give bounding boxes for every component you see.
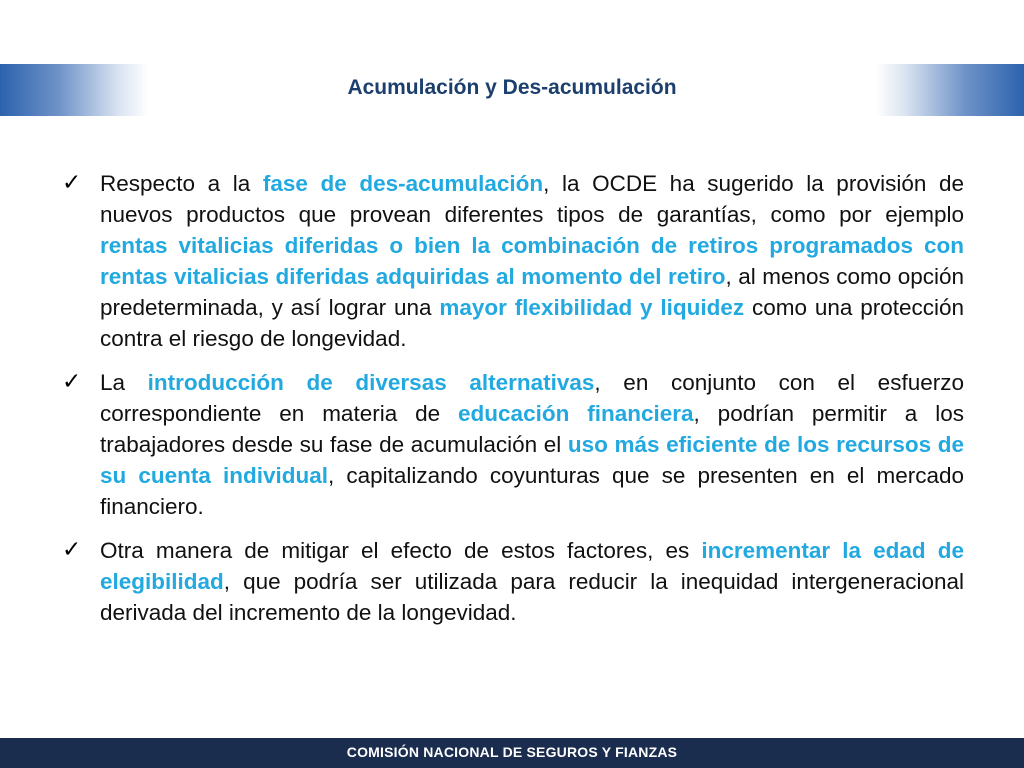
- text-segment: , al menos como opción predeterminada, y así lograr una: [100, 264, 965, 320]
- highlighted-phrase: educación financiera: [458, 401, 694, 426]
- bullet-list: [62, 168, 964, 641]
- header-gradient-bar-left: [0, 64, 148, 116]
- bullet-item: [62, 367, 964, 522]
- bullet-text: [100, 168, 964, 354]
- text-segment: Respecto a la: [100, 171, 263, 196]
- highlighted-phrase: introducción de diversas alternativas: [147, 370, 595, 395]
- bullet-item: [62, 168, 964, 354]
- text-segment: Otra manera de mitigar el efecto de estos factores, es: [100, 538, 702, 563]
- footer-organization-name: COMISIÓN NACIONAL DE SEGUROS Y FIANZAS: [346, 744, 678, 760]
- bullet-item: [62, 535, 964, 628]
- text-segment: , la OCDE ha sugerido la provisión de nuevos productos que provean diferentes tipos de garantías, como por ejemplo: [100, 171, 964, 227]
- checkmark-icon: ✓: [62, 537, 82, 563]
- highlighted-phrase: fase de des-acumulación: [262, 171, 544, 196]
- slide-title: Acumulación y Des-acumulación: [347, 76, 677, 99]
- text-segment: , capitalizando coyunturas que se presenten en el mercado financiero.: [100, 463, 964, 519]
- footer-bar: [0, 738, 1024, 768]
- text-segment: La: [100, 370, 148, 395]
- text-segment: como una protección contra el riesgo de longevidad.: [100, 295, 964, 351]
- checkmark-icon: ✓: [62, 369, 82, 395]
- bullet-text: [100, 535, 964, 628]
- text-segment: , en conjunto con el esfuerzo correspondiente en materia de: [100, 370, 964, 426]
- checkmark-icon: ✓: [62, 170, 82, 196]
- highlighted-phrase: mayor flexibilidad y liquidez: [439, 295, 745, 320]
- text-segment: , podrían permitir a los trabajadores desde su fase de acumulación el: [100, 401, 964, 457]
- highlighted-phrase: rentas vitalicias diferidas o bien la combinación de retiros programados con rentas vitalicias diferidas adquiridas al momento del retiro: [100, 233, 964, 289]
- highlighted-phrase: incrementar la edad de elegibilidad: [100, 538, 964, 594]
- bullet-text: [100, 367, 964, 522]
- header-gradient-bar-right: [876, 64, 1024, 116]
- text-segment: , que podría ser utilizada para reducir la inequidad intergeneracional derivada del incremento de la longevidad.: [100, 569, 964, 625]
- highlighted-phrase: uso más eficiente de los recursos de su cuenta individual: [100, 432, 965, 488]
